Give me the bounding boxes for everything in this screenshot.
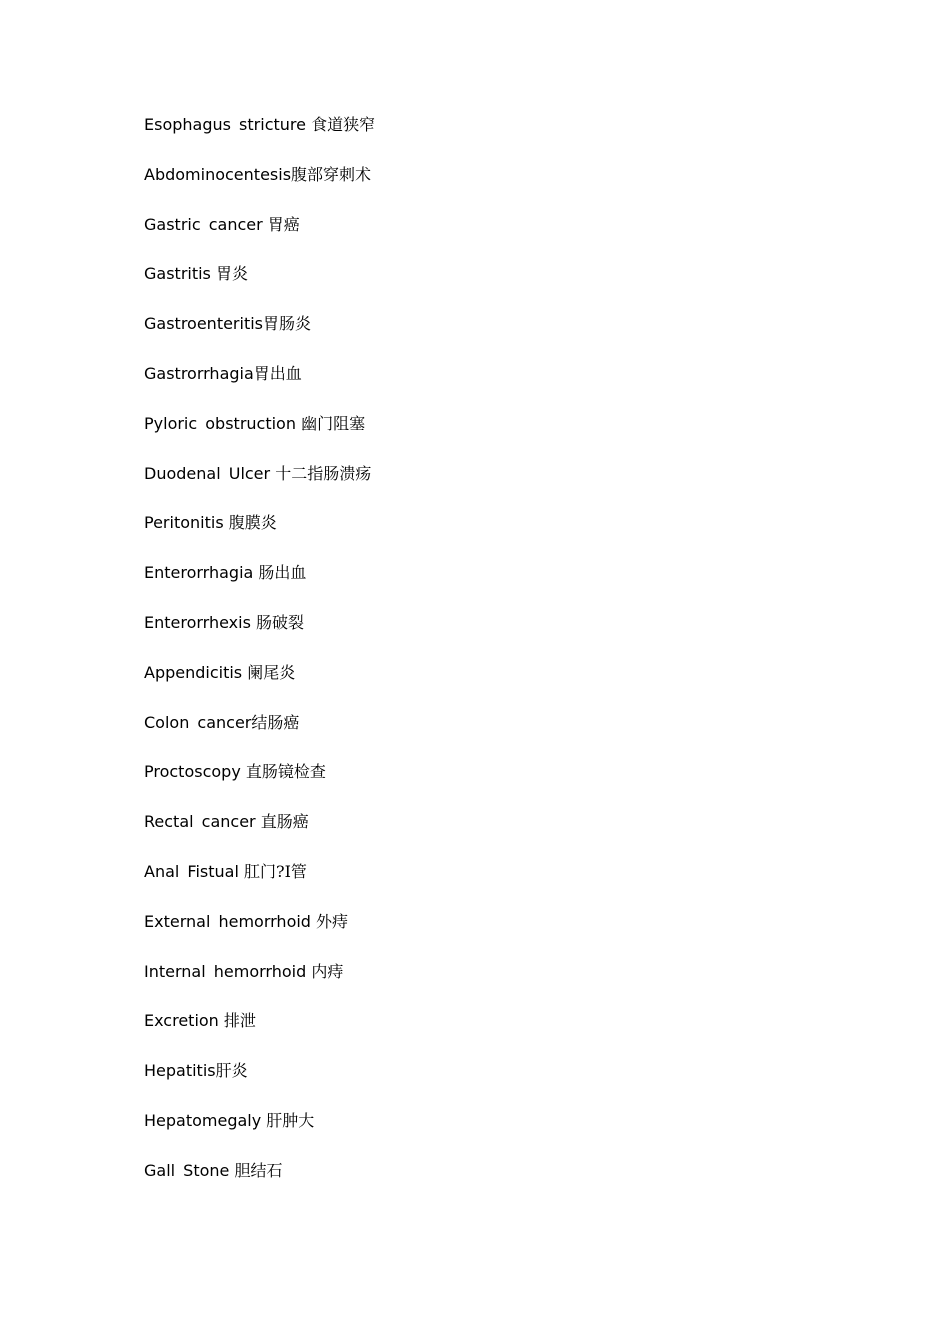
term-english: Rectal cancer <box>144 812 256 832</box>
term-chinese: 胃出血 <box>253 363 302 383</box>
term-item <box>144 1010 375 1060</box>
term-english: Gastritis <box>144 264 211 284</box>
term-english: Enterorrhagia <box>144 563 254 583</box>
term-item <box>144 1110 375 1160</box>
term-list <box>144 114 375 1210</box>
term-item <box>144 463 375 513</box>
term-english: Hepatitis <box>144 1061 216 1081</box>
term-chinese: 直肠镜检查 <box>245 762 326 782</box>
term-english: Excretion <box>144 1011 219 1031</box>
term-chinese: 胃癌 <box>267 214 300 234</box>
term-chinese: 肠出血 <box>258 563 307 583</box>
term-item <box>144 363 375 413</box>
term-chinese: 直肠癌 <box>260 812 309 832</box>
term-english: External hemorrhoid <box>144 911 311 931</box>
term-item <box>144 114 375 164</box>
term-english: Esophagus stricture <box>144 115 306 134</box>
term-chinese: 内痔 <box>311 961 344 981</box>
term-item <box>144 861 375 911</box>
term-english: Pyloric obstruction <box>144 413 296 433</box>
term-item <box>144 662 375 712</box>
term-chinese: 阑尾炎 <box>247 662 296 682</box>
term-chinese: 排泄 <box>223 1011 256 1031</box>
term-item <box>144 1160 375 1210</box>
term-item <box>144 214 375 264</box>
term-chinese: 腹部穿刺术 <box>291 164 372 184</box>
term-chinese: 胃肠炎 <box>263 314 312 334</box>
term-item <box>144 612 375 662</box>
term-english: Gastrorrhagia <box>144 363 254 383</box>
term-chinese: 结肠癌 <box>251 712 300 732</box>
term-english: Peritonitis <box>144 513 224 533</box>
term-item <box>144 263 375 313</box>
term-item <box>144 961 375 1011</box>
term-english: Gastroenteritis <box>144 314 264 334</box>
term-item <box>144 1060 375 1110</box>
term-english: Enterorrhexis <box>144 612 251 632</box>
term-chinese: 肝炎 <box>215 1061 248 1081</box>
term-english: Gall Stone <box>144 1160 230 1180</box>
term-english: Hepatomegaly <box>144 1110 262 1130</box>
term-item <box>144 712 375 762</box>
term-chinese: 幽门阻塞 <box>301 413 366 433</box>
term-item <box>144 164 375 214</box>
term-english: Gastric cancer <box>144 214 263 234</box>
term-item <box>144 512 375 562</box>
term-item <box>144 911 375 961</box>
term-chinese: 外痔 <box>316 911 349 931</box>
term-chinese: 肝肿大 <box>266 1110 315 1130</box>
term-chinese: 腹膜炎 <box>228 513 277 533</box>
term-english: Proctoscopy <box>144 762 241 782</box>
term-english: Duodenal Ulcer <box>144 463 271 483</box>
term-item <box>144 562 375 612</box>
term-chinese: 肠破裂 <box>256 612 305 632</box>
term-item <box>144 761 375 811</box>
term-english: Abdominocentesis <box>144 164 292 184</box>
term-item <box>144 313 375 363</box>
term-item <box>144 811 375 861</box>
term-english: Colon cancer <box>144 712 252 732</box>
term-item <box>144 413 375 463</box>
term-english: Anal Fistual <box>144 861 239 881</box>
term-english: Appendicitis <box>144 662 243 682</box>
term-chinese: 胆结石 <box>234 1160 283 1180</box>
term-chinese: 十二指肠溃疡 <box>275 463 372 483</box>
term-english: Internal hemorrhoid <box>144 961 307 981</box>
term-chinese: 胃炎 <box>215 264 248 284</box>
term-chinese: 肛门?I管 <box>244 861 307 881</box>
term-chinese: 食道狭窄 <box>311 115 376 134</box>
